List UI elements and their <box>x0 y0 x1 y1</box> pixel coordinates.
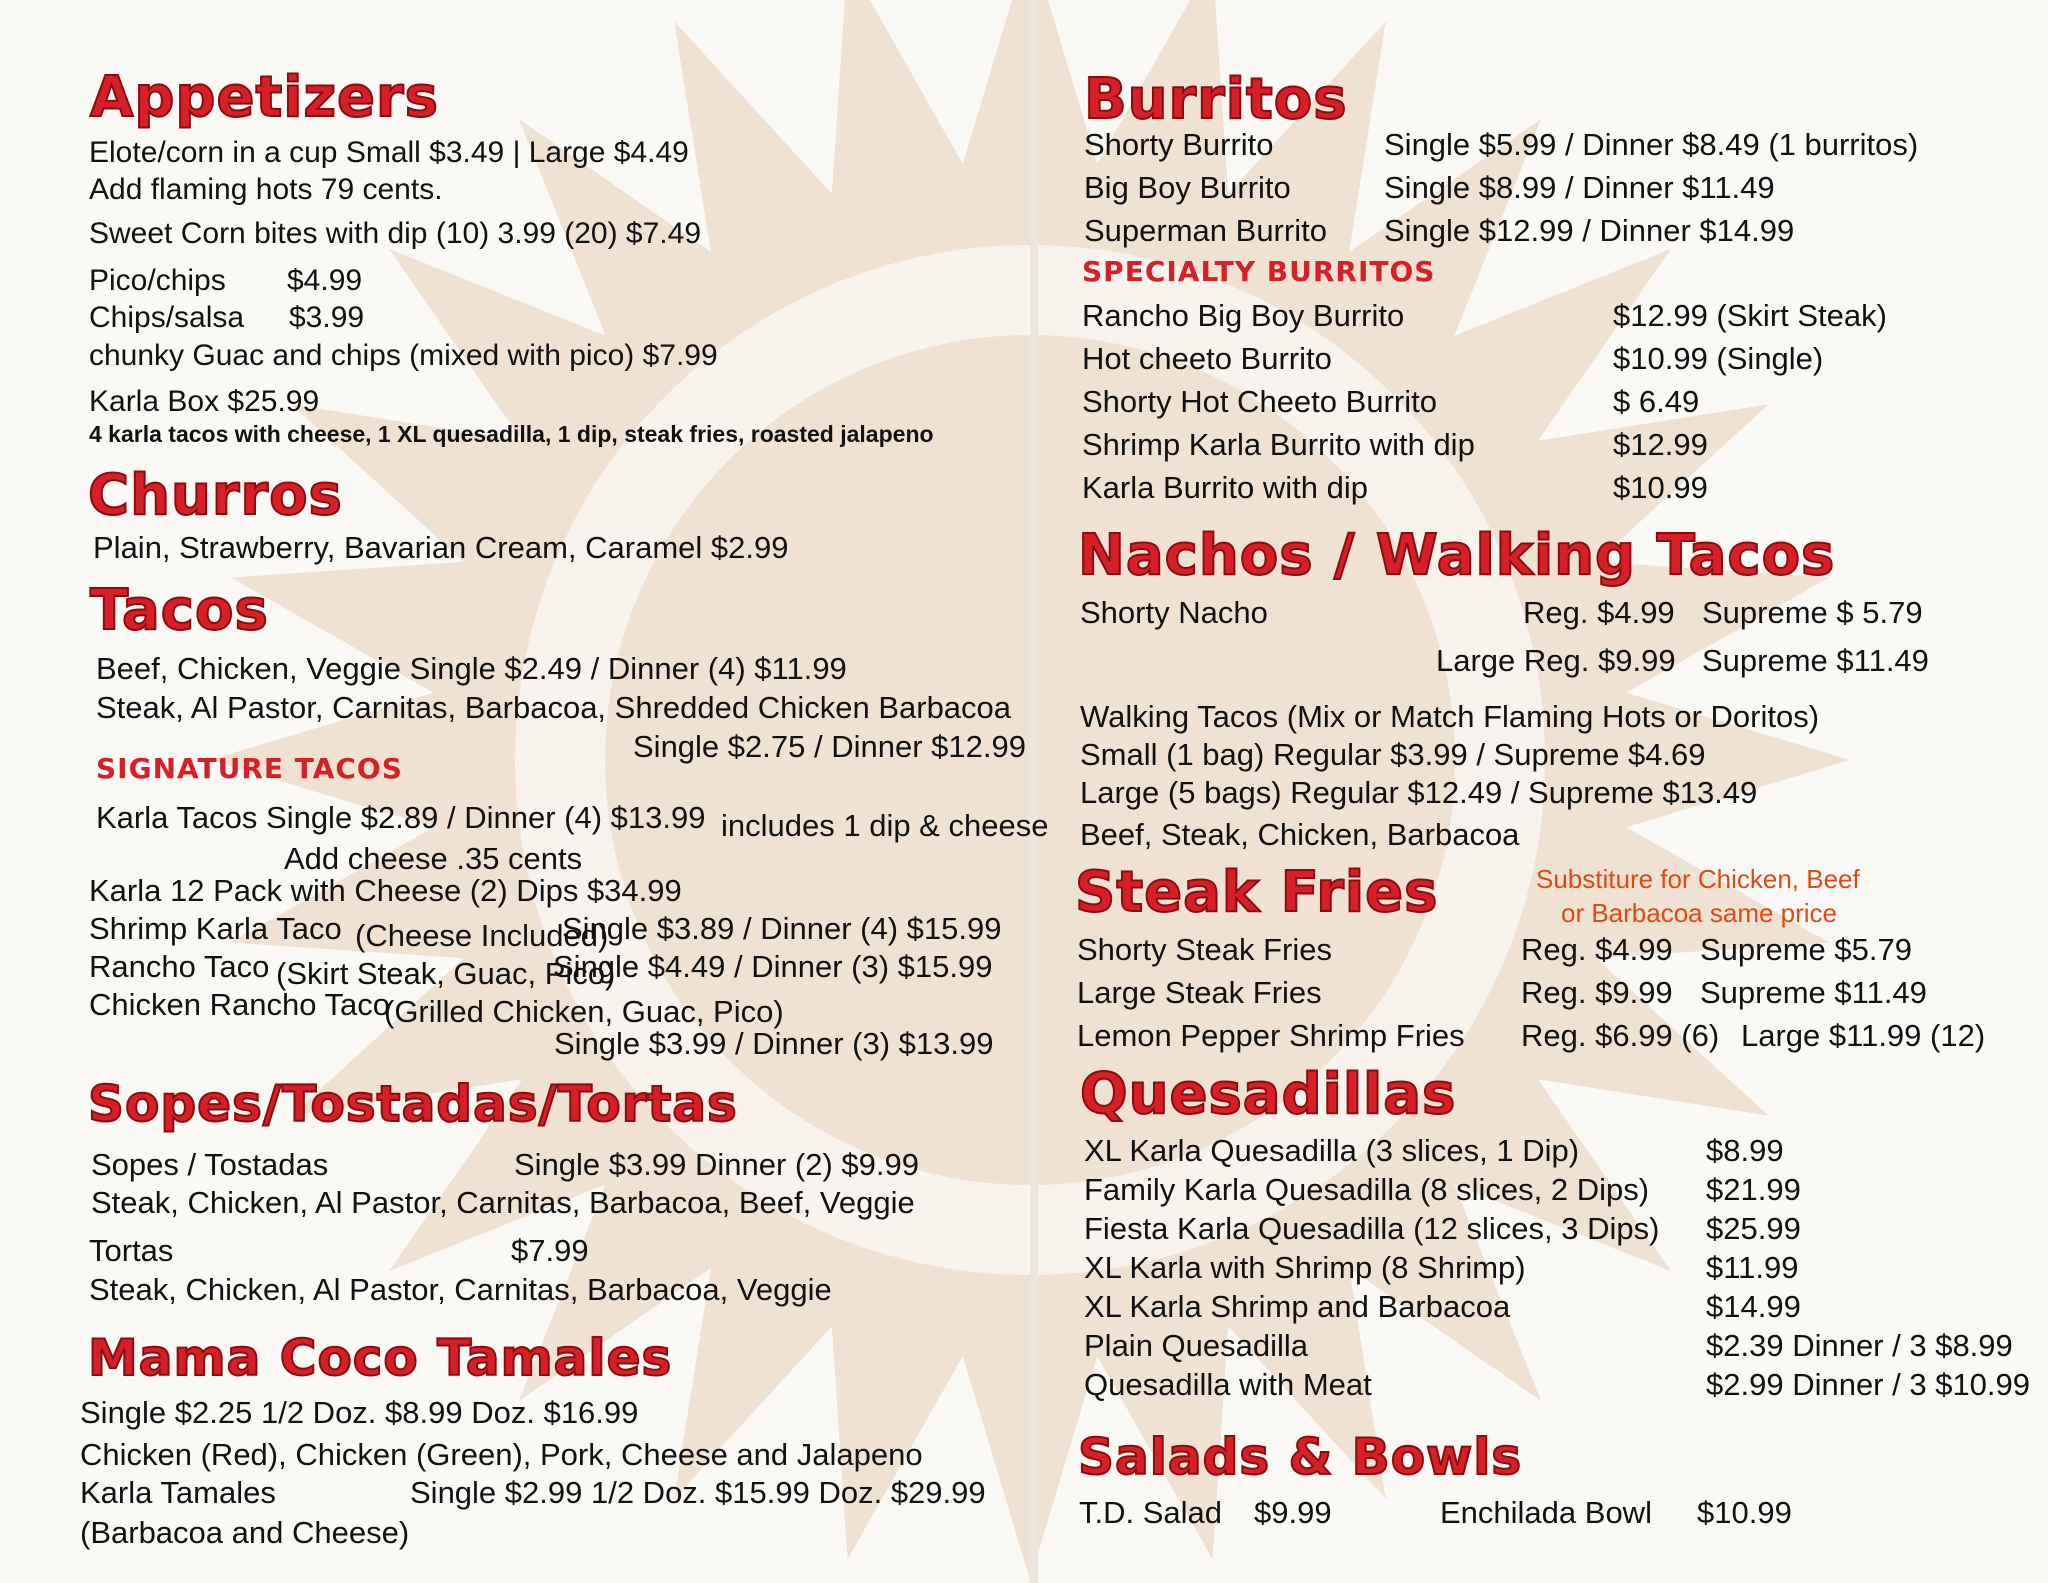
tortas-price: $7.99 <box>511 1233 589 1268</box>
quesadilla-row-price: $2.39 Dinner / 3 $8.99 <box>1706 1328 2013 1363</box>
quesadilla-row-price: $2.99 Dinner / 3 $10.99 <box>1706 1367 2031 1402</box>
tacos-meats-line: Steak, Al Pastor, Carnitas, Barbacoa, Shredded Chicken Barbacoa <box>96 690 1012 725</box>
shorty-nacho-supreme: Supreme $ 5.79 <box>1702 595 1923 630</box>
burrito-row-name: Shorty Burrito <box>1084 127 1274 162</box>
shrimp-karla-taco-name: Shrimp Karla Taco <box>89 911 342 946</box>
sopes-fillings: Steak, Chicken, Al Pastor, Carnitas, Barbacoa, Beef, Veggie <box>91 1185 915 1220</box>
add-cheese-line: Add cheese .35 cents <box>284 841 583 876</box>
quesadilla-row-price: $8.99 <box>1706 1133 1784 1168</box>
specialty-burrito-price: $10.99 <box>1613 470 1708 505</box>
specialty-burrito-price: $10.99 (Single) <box>1613 341 1824 376</box>
enchilada-bowl-name: Enchilada Bowl <box>1440 1495 1652 1530</box>
tacos-heading: Tacos <box>90 578 269 643</box>
flaming-hots-line: Add flaming hots 79 cents. <box>89 173 443 206</box>
nachos-heading: Nachos / Walking Tacos <box>1078 523 1836 588</box>
specialty-burrito-name: Rancho Big Boy Burrito <box>1082 298 1405 333</box>
burrito-row-name: Big Boy Burrito <box>1084 170 1291 205</box>
quesadilla-row-price: $14.99 <box>1706 1289 1801 1324</box>
karla-tamales-name: Karla Tamales <box>80 1475 276 1510</box>
specialty-burrito-price: $ 6.49 <box>1613 384 1700 419</box>
tamales-heading: Mama Coco Tamales <box>88 1329 673 1387</box>
specialty-burrito-name: Shorty Hot Cheeto Burrito <box>1082 384 1437 419</box>
sopes-price: Single $3.99 Dinner (2) $9.99 <box>514 1147 919 1182</box>
quesadilla-row-price: $21.99 <box>1706 1172 1801 1207</box>
burrito-row-price: Single $5.99 / Dinner $8.49 (1 burritos) <box>1384 127 1919 162</box>
specialty-burrito-name: Karla Burrito with dip <box>1082 470 1369 505</box>
specialty-burrito-name: Hot cheeto Burrito <box>1082 341 1332 376</box>
pico-chips-name: Pico/chips <box>89 264 226 297</box>
corn-bites-line: Sweet Corn bites with dip (10) 3.99 (20) $7.49 <box>89 217 701 250</box>
td-salad-price: $9.99 <box>1254 1495 1332 1530</box>
specialty-burritos-subheading: SPECIALTY BURRITOS <box>1082 255 1436 288</box>
chips-salsa-price: $3.99 <box>289 301 365 334</box>
signature-tacos-subheading: SIGNATURE TACOS <box>96 752 403 785</box>
walking-tacos-small: Small (1 bag) Regular $3.99 / Supreme $4.69 <box>1080 737 1706 772</box>
sopes-name: Sopes / Tostadas <box>91 1147 329 1182</box>
tacos-meats-price: Single $2.75 / Dinner $12.99 <box>633 729 1026 764</box>
quesadilla-row-name: XL Karla Quesadilla (3 slices, 1 Dip) <box>1084 1133 1580 1168</box>
guac-chips-line: chunky Guac and chips (mixed with pico) $7.99 <box>89 339 718 372</box>
chicken-rancho-taco-name: Chicken Rancho Taco <box>89 987 390 1022</box>
salads-heading: Salads & Bowls <box>1078 1428 1523 1486</box>
burritos-heading: Burritos <box>1084 67 1348 132</box>
specialty-burrito-price: $12.99 <box>1613 427 1708 462</box>
rancho-taco-name: Rancho Taco <box>89 949 270 984</box>
karla-box-line: Karla Box $25.99 <box>89 385 320 418</box>
large-nacho-supreme: Supreme $11.49 <box>1702 643 1929 678</box>
fries-row-supreme: Supreme $5.79 <box>1700 932 1912 967</box>
chips-salsa-name: Chips/salsa <box>89 301 245 334</box>
tortas-fillings: Steak, Chicken, Al Pastor, Carnitas, Barbacoa, Veggie <box>89 1272 832 1307</box>
appetizers-heading: Appetizers <box>90 65 439 130</box>
fries-row-name: Shorty Steak Fries <box>1077 932 1332 967</box>
fries-row-name: Large Steak Fries <box>1077 975 1322 1010</box>
chicken-rancho-taco-price: Single $3.99 / Dinner (3) $13.99 <box>554 1026 994 1061</box>
tamales-price-line: Single $2.25 1/2 Doz. $8.99 Doz. $16.99 <box>80 1395 639 1430</box>
quesadilla-row-price: $11.99 <box>1706 1250 1799 1285</box>
burrito-row-price: Single $8.99 / Dinner $11.49 <box>1384 170 1775 205</box>
karla-12-pack-line: Karla 12 Pack with Cheese (2) Dips $34.99 <box>89 873 682 908</box>
karla-tamales-price: Single $2.99 1/2 Doz. $15.99 Doz. $29.99 <box>410 1475 986 1510</box>
quesadillas-heading: Quesadillas <box>1080 1062 1457 1127</box>
specialty-burrito-price: $12.99 (Skirt Steak) <box>1613 298 1887 333</box>
karla-box-desc: 4 karla tacos with cheese, 1 XL quesadilla, 1 dip, steak fries, roasted jalapeno <box>89 421 934 447</box>
quesadilla-row-name: XL Karla with Shrimp (8 Shrimp) <box>1084 1250 1526 1285</box>
tamales-fillings: Chicken (Red), Chicken (Green), Pork, Cheese and Jalapeno <box>80 1437 923 1472</box>
shrimp-karla-taco-note: (Cheese Included) <box>355 918 609 953</box>
karla-tacos-line: Karla Tacos Single $2.89 / Dinner (4) $13.99 <box>96 800 706 835</box>
fries-row-reg: Reg. $6.99 (6) <box>1521 1018 1720 1053</box>
fries-row-large: Large $11.99 (12) <box>1741 1018 1986 1053</box>
walking-tacos-large: Large (5 bags) Regular $12.49 / Supreme $13.49 <box>1080 775 1758 810</box>
shrimp-karla-taco-price: Single $3.89 / Dinner (4) $15.99 <box>562 911 1002 946</box>
shorty-nacho-reg: Reg. $4.99 <box>1523 595 1675 630</box>
karla-tamales-note: (Barbacoa and Cheese) <box>80 1515 410 1550</box>
large-nacho-reg: Large Reg. $9.99 <box>1436 643 1676 678</box>
specialty-burrito-name: Shrimp Karla Burrito with dip <box>1082 427 1475 462</box>
shorty-nacho-name: Shorty Nacho <box>1080 595 1268 630</box>
churros-heading: Churros <box>88 463 343 528</box>
quesadilla-row-name: Quesadilla with Meat <box>1084 1367 1372 1402</box>
tacos-basic-line: Beef, Chicken, Veggie Single $2.49 / Dinner (4) $11.99 <box>96 651 847 686</box>
walking-tacos-meats: Beef, Steak, Chicken, Barbacoa <box>1080 817 1520 852</box>
rancho-taco-price: Single $4.49 / Dinner (3) $15.99 <box>553 949 993 984</box>
td-salad-name: T.D. Salad <box>1079 1495 1223 1530</box>
churros-line: Plain, Strawberry, Bavarian Cream, Caramel $2.99 <box>93 530 789 565</box>
steak-fries-heading: Steak Fries <box>1075 860 1439 925</box>
burrito-row-name: Superman Burrito <box>1084 213 1327 248</box>
quesadilla-row-price: $25.99 <box>1706 1211 1801 1246</box>
fries-row-reg: Reg. $4.99 <box>1521 932 1673 967</box>
fries-row-name: Lemon Pepper Shrimp Fries <box>1077 1018 1465 1053</box>
chicken-rancho-taco-note: (Grilled Chicken, Guac, Pico) <box>384 994 784 1029</box>
quesadilla-row-name: Family Karla Quesadilla (8 slices, 2 Dips) <box>1084 1172 1650 1207</box>
burrito-row-price: Single $12.99 / Dinner $14.99 <box>1384 213 1795 248</box>
rancho-taco-note: (Skirt Steak, Guac, Pico) <box>276 956 616 991</box>
fries-row-supreme: Supreme $11.49 <box>1700 975 1927 1010</box>
enchilada-bowl-price: $10.99 <box>1697 1495 1792 1530</box>
fries-note-line2: or Barbacoa same price <box>1561 898 1838 928</box>
karla-tacos-includes: includes 1 dip & cheese <box>721 808 1049 843</box>
quesadilla-row-name: Plain Quesadilla <box>1084 1328 1309 1363</box>
fries-note-line1: Substiture for Chicken, Beef <box>1536 864 1860 894</box>
sopes-heading: Sopes/Tostadas/Tortas <box>88 1075 738 1133</box>
walking-tacos-line: Walking Tacos (Mix or Match Flaming Hots or Doritos) <box>1080 699 1820 734</box>
tortas-name: Tortas <box>89 1233 174 1268</box>
fries-row-reg: Reg. $9.99 <box>1521 975 1673 1010</box>
pico-chips-price: $4.99 <box>287 264 363 297</box>
quesadilla-row-name: Fiesta Karla Quesadilla (12 slices, 3 Dips) <box>1084 1211 1660 1246</box>
elote-line: Elote/corn in a cup Small $3.49 | Large $4.49 <box>89 136 689 169</box>
quesadilla-row-name: XL Karla Shrimp and Barbacoa <box>1084 1289 1511 1324</box>
